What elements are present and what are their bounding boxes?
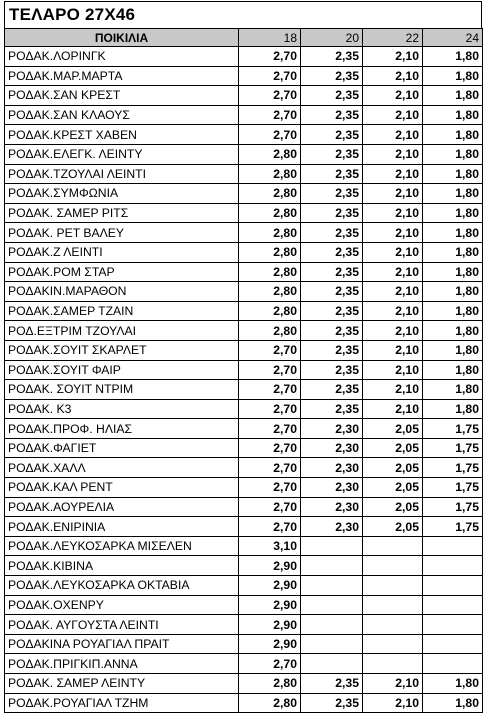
price-20-cell: 2,30 [301,419,363,439]
sheet-title: ΤΕΛΑΡΟ 27Χ46 [9,5,136,24]
price-22-cell: 2,10 [363,47,423,67]
variety-name-cell: ΡΟΔΑΚ.ΑΟΥΡΕΛΙΑ [5,497,239,517]
variety-name-cell: ΡΟΔΑΚ.ΚΑΛ ΡΕΝΤ [5,478,239,498]
price-22-cell: 2,10 [363,380,423,400]
price-18-cell: 2,80 [239,693,301,713]
price-22-cell: 2,05 [363,497,423,517]
table-row [5,654,483,674]
sheet-title-row [4,1,482,28]
table-row [5,380,483,400]
price-table [4,28,483,713]
variety-name-cell: ΡΟΔΑΚ.ΕΛΕΓΚ. ΛΕΙΝΤΥ [5,144,239,164]
price-24-cell [423,595,483,615]
variety-name-cell: ΡΟΔΑΚ.ΡΟΜ ΣΤΑΡ [5,262,239,282]
price-20-cell: 2,35 [301,399,363,419]
price-22-cell: 2,05 [363,478,423,498]
price-24-cell: 1,80 [423,105,483,125]
price-20-cell: 2,35 [301,105,363,125]
price-22-cell: 2,10 [363,674,423,694]
price-20-cell [301,654,363,674]
price-24-cell: 1,80 [423,203,483,223]
price-20-cell: 2,35 [301,321,363,341]
price-22-cell [363,595,423,615]
variety-name-cell: ΡΟΔΑΚ. ΑΥΓΟΥΣΤΑ ΛΕΙΝΤΙ [5,615,239,635]
variety-name-cell: ΡΟΔΑΚ.ΣΥΜΦΩΝΙΑ [5,184,239,204]
table-row [5,634,483,654]
price-20-cell: 2,35 [301,184,363,204]
price-22-cell: 2,10 [363,86,423,106]
price-22-cell: 2,10 [363,203,423,223]
variety-name-cell: ΡΟΔΑΚΙΝΑ ΡΟΥΑΓΙΑΛ ΠΡΑΙΤ [5,634,239,654]
variety-name-cell: ΡΟΔΑΚ.ΣΟΥΙΤ ΦΑΙΡ [5,360,239,380]
price-20-cell: 2,30 [301,438,363,458]
price-24-cell: 1,80 [423,86,483,106]
price-20-cell [301,556,363,576]
variety-name-cell: ΡΟΔΑΚ.ΣΑΝ ΚΛΑΟΥΣ [5,105,239,125]
variety-name-cell: ΡΟΔΑΚ.ΛΟΡΙΝΓΚ [5,47,239,67]
table-row [5,556,483,576]
price-24-cell: 1,80 [423,164,483,184]
price-20-cell: 2,35 [301,47,363,67]
price-20-cell: 2,35 [301,144,363,164]
table-row [5,340,483,360]
table-row [5,184,483,204]
price-22-cell: 2,10 [363,360,423,380]
table-row [5,125,483,145]
table-row [5,360,483,380]
price-20-cell: 2,35 [301,86,363,106]
table-row [5,86,483,106]
price-20-cell: 2,35 [301,262,363,282]
table-row [5,478,483,498]
price-20-cell [301,536,363,556]
price-24-cell [423,615,483,635]
price-22-cell: 2,05 [363,438,423,458]
table-row [5,321,483,341]
price-18-cell: 2,80 [239,242,301,262]
table-row [5,595,483,615]
price-22-cell: 2,05 [363,419,423,439]
price-24-cell: 1,75 [423,497,483,517]
table-row [5,144,483,164]
price-18-cell: 2,80 [239,223,301,243]
variety-name-cell: ΡΟΔΑΚ.ΡΟΥΑΓΙΑΛ ΤΖΗΜ [5,693,239,713]
variety-name-cell: ΡΟΔΑΚΙΝ.ΜΑΡΑΘΟΝ [5,282,239,302]
table-row [5,262,483,282]
price-18-cell: 2,70 [239,458,301,478]
price-20-cell [301,576,363,596]
price-20-cell: 2,35 [301,223,363,243]
table-row [5,105,483,125]
price-20-cell: 2,30 [301,497,363,517]
price-20-cell [301,615,363,635]
price-18-cell: 2,90 [239,576,301,596]
table-row [5,66,483,86]
price-22-cell: 2,10 [363,223,423,243]
price-22-cell: 2,10 [363,242,423,262]
price-24-cell [423,556,483,576]
price-22-cell: 2,05 [363,458,423,478]
variety-name-cell: ΡΟΔΑΚ. ΣΑΜΕΡ ΡΙΤΣ [5,203,239,223]
table-row [5,301,483,321]
price-24-cell [423,654,483,674]
price-18-cell: 2,70 [239,380,301,400]
price-18-cell: 2,70 [239,105,301,125]
price-18-cell: 2,80 [239,674,301,694]
variety-name-cell: ΡΟΔΑΚ.ΣΑΝ ΚΡΕΣΤ [5,86,239,106]
header-variety: ΠΟΙΚΙΛΙΑ [5,29,239,47]
price-20-cell: 2,35 [301,360,363,380]
table-row [5,517,483,537]
price-18-cell: 2,70 [239,66,301,86]
price-18-cell: 2,80 [239,282,301,302]
price-24-cell: 1,80 [423,242,483,262]
variety-name-cell: ΡΟΔΑΚ.ΟΧΕΝΡΥ [5,595,239,615]
header-size-22: 22 [363,29,423,47]
price-18-cell: 2,90 [239,615,301,635]
variety-name-cell: ΡΟΔΑΚ. ΣΟΥΙΤ ΝΤΡΙΜ [5,380,239,400]
price-sheet [4,1,482,713]
price-18-cell: 2,80 [239,301,301,321]
price-22-cell: 2,10 [363,262,423,282]
price-20-cell: 2,35 [301,66,363,86]
price-20-cell: 2,35 [301,674,363,694]
price-22-cell: 2,10 [363,144,423,164]
price-22-cell: 2,10 [363,164,423,184]
price-18-cell: 2,90 [239,595,301,615]
header-size-20: 20 [301,29,363,47]
price-22-cell [363,536,423,556]
price-18-cell: 2,80 [239,262,301,282]
table-row [5,576,483,596]
price-24-cell: 1,80 [423,282,483,302]
header-size-24: 24 [423,29,483,47]
price-22-cell [363,576,423,596]
price-24-cell [423,536,483,556]
price-22-cell [363,634,423,654]
price-18-cell: 2,80 [239,164,301,184]
price-24-cell: 1,75 [423,419,483,439]
table-row [5,223,483,243]
price-18-cell: 2,70 [239,478,301,498]
price-22-cell: 2,10 [363,340,423,360]
variety-name-cell: ΡΟΔΑΚ.ΠΡΙΓΚΙΠ.ΑΝΝΑ [5,654,239,674]
price-20-cell: 2,30 [301,458,363,478]
price-24-cell: 1,80 [423,380,483,400]
table-row [5,203,483,223]
price-20-cell: 2,35 [301,203,363,223]
price-24-cell: 1,80 [423,693,483,713]
price-24-cell: 1,80 [423,360,483,380]
price-22-cell [363,556,423,576]
price-20-cell: 2,30 [301,517,363,537]
header-size-18: 18 [239,29,301,47]
table-row [5,674,483,694]
variety-name-cell: ΡΟΔΑΚ.ΛΕΥΚΟΣΑΡΚΑ ΟΚΤΑΒΙΑ [5,576,239,596]
table-row [5,693,483,713]
table-row [5,164,483,184]
price-24-cell: 1,80 [423,674,483,694]
price-18-cell: 2,70 [239,654,301,674]
variety-name-cell: ΡΟΔΑΚ.ΚΡΕΣΤ ΧΑΒΕΝ [5,125,239,145]
price-22-cell: 2,10 [363,693,423,713]
price-24-cell: 1,80 [423,47,483,67]
price-22-cell: 2,05 [363,517,423,537]
price-20-cell: 2,35 [301,301,363,321]
price-18-cell: 2,70 [239,438,301,458]
price-20-cell: 2,35 [301,380,363,400]
price-18-cell: 2,70 [239,360,301,380]
variety-name-cell: ΡΟΔΑΚ.ΚΙΒΙΝΑ [5,556,239,576]
price-24-cell: 1,80 [423,184,483,204]
table-row [5,282,483,302]
price-18-cell: 2,70 [239,399,301,419]
price-24-cell: 1,75 [423,517,483,537]
table-row [5,419,483,439]
price-22-cell: 2,10 [363,184,423,204]
price-20-cell [301,634,363,654]
table-row [5,615,483,635]
table-row [5,497,483,517]
variety-name-cell: ΡΟΔΑΚ.ΦΑΓΙΕΤ [5,438,239,458]
price-22-cell: 2,10 [363,399,423,419]
price-24-cell [423,634,483,654]
variety-name-cell: ΡΟΔΑΚ. ΣΑΜΕΡ ΛΕΙΝΤΥ [5,674,239,694]
price-24-cell: 1,80 [423,125,483,145]
price-24-cell: 1,75 [423,458,483,478]
table-row [5,47,483,67]
price-24-cell: 1,80 [423,321,483,341]
price-24-cell: 1,80 [423,399,483,419]
price-18-cell: 2,80 [239,321,301,341]
price-20-cell: 2,30 [301,478,363,498]
price-22-cell: 2,10 [363,66,423,86]
variety-name-cell: ΡΟΔΑΚ. ΡΕΤ ΒΑΛΕΥ [5,223,239,243]
variety-name-cell: ΡΟΔΑΚ.ΠΡΟΦ. ΗΛΙΑΣ [5,419,239,439]
price-18-cell: 2,90 [239,556,301,576]
price-18-cell: 2,70 [239,340,301,360]
price-24-cell: 1,75 [423,438,483,458]
variety-name-cell: ΡΟΔΑΚ. Κ3 [5,399,239,419]
price-24-cell: 1,80 [423,144,483,164]
variety-name-cell: ΡΟΔΑΚ.ΤΖΟΥΛΑΙ ΛΕΙΝΤΙ [5,164,239,184]
price-18-cell: 2,90 [239,634,301,654]
price-24-cell: 1,75 [423,478,483,498]
table-row [5,458,483,478]
variety-name-cell: ΡΟΔΑΚ.ΛΕΥΚΟΣΑΡΚΑ ΜΙΣΕΛΕΝ [5,536,239,556]
variety-name-cell: ΡΟΔΑΚ.ΕΝΙΡΙΝΙΑ [5,517,239,537]
price-18-cell: 2,80 [239,144,301,164]
variety-name-cell: ΡΟΔΑΚ.ΧΑΛΛ [5,458,239,478]
price-20-cell: 2,35 [301,340,363,360]
price-18-cell: 2,70 [239,125,301,145]
price-18-cell: 2,80 [239,203,301,223]
price-22-cell: 2,10 [363,282,423,302]
price-18-cell: 2,70 [239,86,301,106]
price-20-cell [301,595,363,615]
price-20-cell: 2,35 [301,164,363,184]
price-22-cell [363,654,423,674]
price-22-cell: 2,10 [363,301,423,321]
price-18-cell: 2,70 [239,497,301,517]
price-24-cell: 1,80 [423,66,483,86]
variety-name-cell: ΡΟΔΑΚ.ΣΟΥΙΤ ΣΚΑΡΛΕΤ [5,340,239,360]
price-18-cell: 2,70 [239,419,301,439]
price-24-cell [423,576,483,596]
header-row [5,29,483,47]
price-24-cell: 1,80 [423,340,483,360]
table-row [5,536,483,556]
variety-name-cell: ΡΟΔΑΚ.ΜΑΡ.ΜΑΡΤΑ [5,66,239,86]
price-20-cell: 2,35 [301,242,363,262]
price-24-cell: 1,80 [423,262,483,282]
table-row [5,438,483,458]
price-22-cell: 2,10 [363,105,423,125]
price-24-cell: 1,80 [423,223,483,243]
price-18-cell: 2,70 [239,517,301,537]
price-22-cell [363,615,423,635]
price-20-cell: 2,35 [301,282,363,302]
table-row [5,242,483,262]
variety-name-cell: ΡΟΔΑΚ.Ζ ΛΕΙΝΤΙ [5,242,239,262]
price-20-cell: 2,35 [301,693,363,713]
price-18-cell: 2,70 [239,47,301,67]
price-22-cell: 2,10 [363,125,423,145]
variety-name-cell: ΡΟΔΑΚ.ΣΑΜΕΡ ΤΖΑΙΝ [5,301,239,321]
variety-name-cell: ΡΟΔ.ΕΞΤΡΙΜ ΤΖΟΥΛΑΙ [5,321,239,341]
price-22-cell: 2,10 [363,321,423,341]
price-18-cell: 2,80 [239,184,301,204]
price-24-cell: 1,80 [423,301,483,321]
price-20-cell: 2,35 [301,125,363,145]
price-18-cell: 3,10 [239,536,301,556]
table-row [5,399,483,419]
